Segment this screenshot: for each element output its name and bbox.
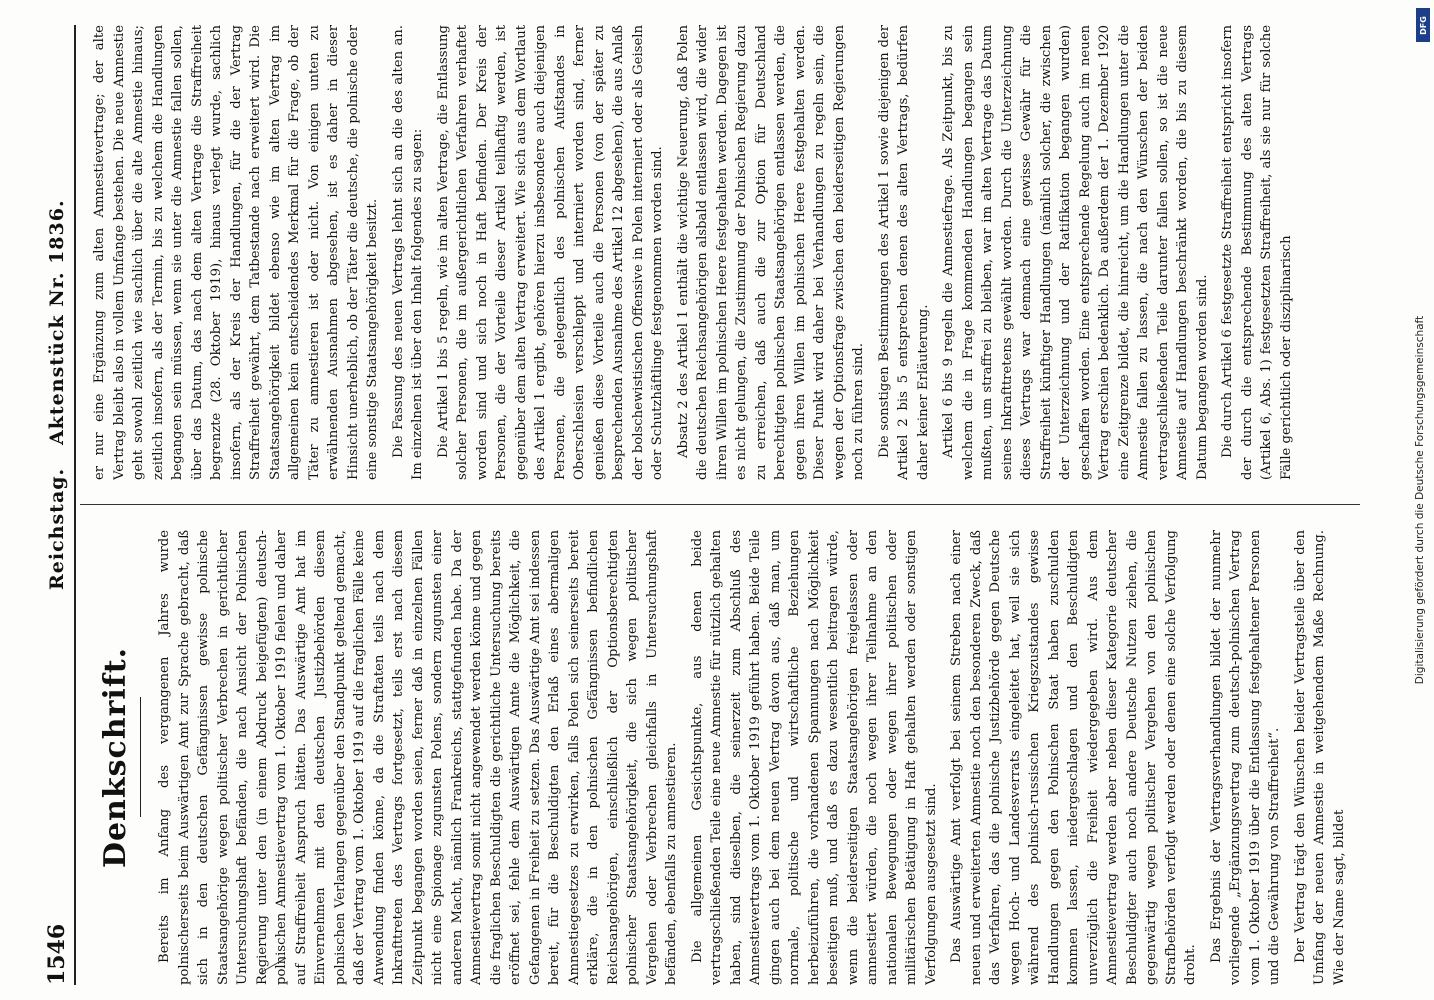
dfg-logo [1416, 8, 1430, 42]
paragraph: Die allgemeinen Gesichtspunkte, aus denen beide vertragschließenden Teile eine neue Amnestie für nützlich gehalten haben, sind dieselben, die seinerzeit zum Abschluß des Amnestievertrags vom 1. Oktober 1919 geführt haben. Beide Teile gingen auch bei dem neuen Vertrag davon aus, daß man, um normale, politische und wirtschaftliche Beziehungen herbeizuführen, die vorhandenen Spannungen nach Möglichkeit beseitigen muß, und daß es dazu wesentlich beitragen würde, wenn die beiderseitigen Staatsangehörigen freigelassen oder amnestiert würden, die noch wegen ihrer Teilnahme an den nationalen Bewegungen oder wegen ihrer politischen oder militärischen Betätigung in Haft gehalten werden oder sonstigen Verfolgungen ausgesetzt sind. [689, 530, 939, 985]
title-rule [140, 698, 141, 818]
right-column [90, 25, 1360, 480]
paragraph: er nur eine Ergänzung zum alten Amnestievertrage; der alte Vertrag bleibt also in vollem Umfange bestehen. Die neue Amnestie geht sowohl zeitlich wie sachlich über die alte Amnestie hinaus; zeitlich insofern, als der Termin, bis zu welchem die Handlungen begangen sein müssen, wenn sie unter die Amnestie fallen sollen, über das Datum, das nach dem alten Vertrage die Straffreiheit begrenzte (28. Oktober 1919), hinaus verlegt wurde, sachlich insofern, als der Kreis der Handlungen, für die der Vertrag Straffreiheit gewährt, dem Tatbestande nach erweitert wird. Die Staatsangehörigkeit bildet ebenso wie im alten Vertrag im allgemeinen kein entscheidendes Merkmal für die Frage, ob der Täter zu amnestieren ist oder nicht. Von einigen unten zu erwähnenden Ausnahmen abgesehen, ist es daher in dieser Hinsicht unerheblich, ob der Täter die deutsche, die polnische oder eine sonstige Staatsangehörigkeit besitzt. [92, 25, 380, 480]
paragraph: Das Auswärtige Amt verfolgt bei seinem Streben nach einer neuen und erweiterten Amnestie noch den besonderen Zweck, daß das Verfahren, das die polnische Justizbehörde gegen Deutsche wegen Hoch- und Landesverrats eingeleitet hat, weil sie sich während des polnisch-russischen Kriegszustandes gewisse Handlungen gegen den Polnischen Staat haben zuschulden kommen lassen, niedergeschlagen und den Beschuldigten unverzüglich die Freiheit wiedergegeben wird. Aus dem Amnestievertrag werden aber neben dieser Kategorie deutscher Beschuldigter auch noch andere Deutsche Nutzen ziehen, die gegenwärtig wegen politischer Vergehen von den polnischen Strafbehörden verfolgt werden oder denen eine solche Verfolgung droht. [949, 530, 1198, 985]
paragraph: Artikel 6 bis 9 regeln die Amnestiefrage. Als Zeitpunkt, bis zu welchem die in Frage kommenden Handlungen begangen sein mußten, um straffrei zu bleiben, war im alten Vertrage das Datum seines Inkrafttretens gewählt worden. Durch die Unterzeichnung dieses Vertrags war demnach eine gewisse Gewähr für die Straffreiheit künftiger Handlungen (nämlich solcher, die zwischen der Unterzeichnung und der Ratifikation begangen wurden) geschaffen worden. Eine entsprechende Regelung auch im neuen Vertrag erschien bedenklich. Da außerdem der 1. Dezember 1920 eine Zeitgrenze bildet, die hinreicht, um die Handlungen unter die Amnestie fallen zu lassen, die nach den Wünschen der beiden vertragschließenden Teile darunter fallen sollen, so ist die neue Amnestie auf Handlungen beschränkt worden, die bis zu diesem Datum begangen worden sind. [941, 25, 1210, 480]
funding-notice: Digitalisierung gefördert durch die Deutsche Forschungsgemeinschaft [1414, 315, 1426, 685]
paragraph: Bereits im Anfang des vergangenen Jahres wurde polnischerseits beim Auswärtigen Amt zur Sprache gebracht, daß sich in den deutschen Gefängnissen gewisse polnische Staatsangehörige wegen politischer Verbrechen in gerichtlicher Untersuchungshaft befänden, die nach Ansicht der Polnischen Regierung unter den (in einem Abdruck beigefügten) deutsch-polnischen Amnestievertrag vom 1. Oktober 1919 fielen und daher auf Straffreiheit Anspruch hätten. Das Auswärtige Amt hat im Einvernehmen mit den deutschen Justizbehörden diesem polnischen Verlangen gegenüber den Standpunkt geltend gemacht, daß der Vertrag vom 1. Oktober 1919 auf die fraglichen Fälle keine Anwendung finden könne, da die Straftaten teils nach dem Inkrafttreten des Vertrags fortgesetzt, teils erst nach diesem Zeitpunkt begangen worden seien, ferner daß in einzelnen Fällen nicht eine Spionage zugunsten Polens, sondern zugunsten einer anderen Macht, nämlich Frankreichs, stattgefunden habe. Da der Amnestievertrag somit nicht angewendet werden könne und gegen die fraglichen Beschuldigten die gerichtliche Untersuchung bereits eröffnet sei, fehle dem Auswärtigen Amte die Möglichkeit, die Gefangenen in Freiheit zu setzen. Das Auswärtige Amt sei indessen bereit, für die Beschuldigten den Erlaß eines abermaligen Amnestiegesetzes zu erwirken, falls Polen sich seinerseits bereit erkläre, die in den polnischen Gefängnissen befindlichen Reichsangehörigen, einschließlich der Optionsberechtigten polnischer Staatsangehörigkeit, die sich wegen politischer Vergehen oder Verbrechen gleichfalls in Untersuchungshaft befänden, ebenfalls zu amnestieren. [157, 530, 679, 985]
header-right: Aktenstück Nr. 1836. [46, 199, 68, 445]
left-column [90, 530, 1360, 985]
header-left: Reichstag. [46, 467, 68, 590]
rotated-document [40, 25, 1370, 985]
paragraph: Die sonstigen Bestimmungen des Artikel 1 sowie diejenigen der Artikel 2 bis 5 entsprechen denen des alten Vertrags, bedürfen daher keiner Erläuterung. [876, 25, 931, 480]
page-number: 1546 [44, 923, 70, 985]
document-title: Denkschrift. [98, 646, 133, 869]
paragraph: Absatz 2 des Artikel 1 enthält die wichtige Neuerung, daß Polen die deutschen Reichsangehörigen alsbald entlassen wird, die wider ihren Willen im polnischen Heere festgehalten werden. Dagegen ist es nicht gelungen, die Zustimmung der Polnischen Regierung dazu zu erreichen, daß auch die zur Option für Deutschland berechtigten polnischen Staatsangehörigen entlassen werden, die gegen ihren Willen im polnischen Heere festgehalten werden. Dieser Punkt wird daher bei Verhandlungen zu regeln sein, die wegen der Optionsfrage zwischen den beiderseitigen Regierungen noch zu führen sind. [675, 25, 866, 480]
page-header [40, 25, 76, 985]
paragraph: Das Ergebnis der Vertragsverhandlungen bildet der nunmehr vorliegende „Ergänzungsvertrag zum deutsch-polnischen Vertrag vom 1. Oktober 1919 über die Entlassung festgehaltener Personen und die Gewährung von Straffreiheit“. [1208, 530, 1282, 985]
dfg-logo-text: DFG [1418, 15, 1428, 35]
paragraph: Die durch Artikel 6 festgesetzte Straffreiheit entspricht insofern der durch die entsprechende Bestimmung des alten Vertrags (Artikel 6, Abs. 1) festgesetzten Straffreiheit, als sie nur für solche Fälle gerichtlich oder disziplinarisch [1220, 25, 1294, 480]
paragraph: Die Fassung des neuen Vertrags lehnt sich an die des alten an. Im einzelnen ist über den Inhalt folgendes zu sagen: [390, 25, 425, 480]
paragraph: Die Artikel 1 bis 5 regeln, wie im alten Vertrage, die Entlassung solcher Personen, die im außergerichtlichen Verfahren verhaftet worden sind und sich noch in Haft befinden. Der Kreis der Personen, die der Vorteile dieser Artikel teilhaftig werden, ist gegenüber dem alten Vertrag erweitert. Wie sich aus dem Wortlaut des Artikel 1 ergibt, gehören hierzu insbesondere auch diejenigen Personen, die gelegentlich des polnischen Aufstandes in Oberschlesien verschleppt und interniert worden sind, ferner genießen diese Vorteile auch die Personen (von der später zu besprechenden Ausnahme des Artikel 12 abgesehen), die aus Anlaß der bolschewistischen Offensive in Polen interniert oder als Geiseln oder Schutzhäftlinge festgenommen worden sind. [435, 25, 665, 480]
column-divider [80, 504, 1360, 505]
header-rule [74, 25, 76, 985]
paragraph: Der Vertrag trägt den Wünschen beider Vertragsteile über den Umfang der neuen Amnestie in weitgehendem Maße Rechnung. Wie der Name sagt, bildet [1292, 530, 1347, 985]
